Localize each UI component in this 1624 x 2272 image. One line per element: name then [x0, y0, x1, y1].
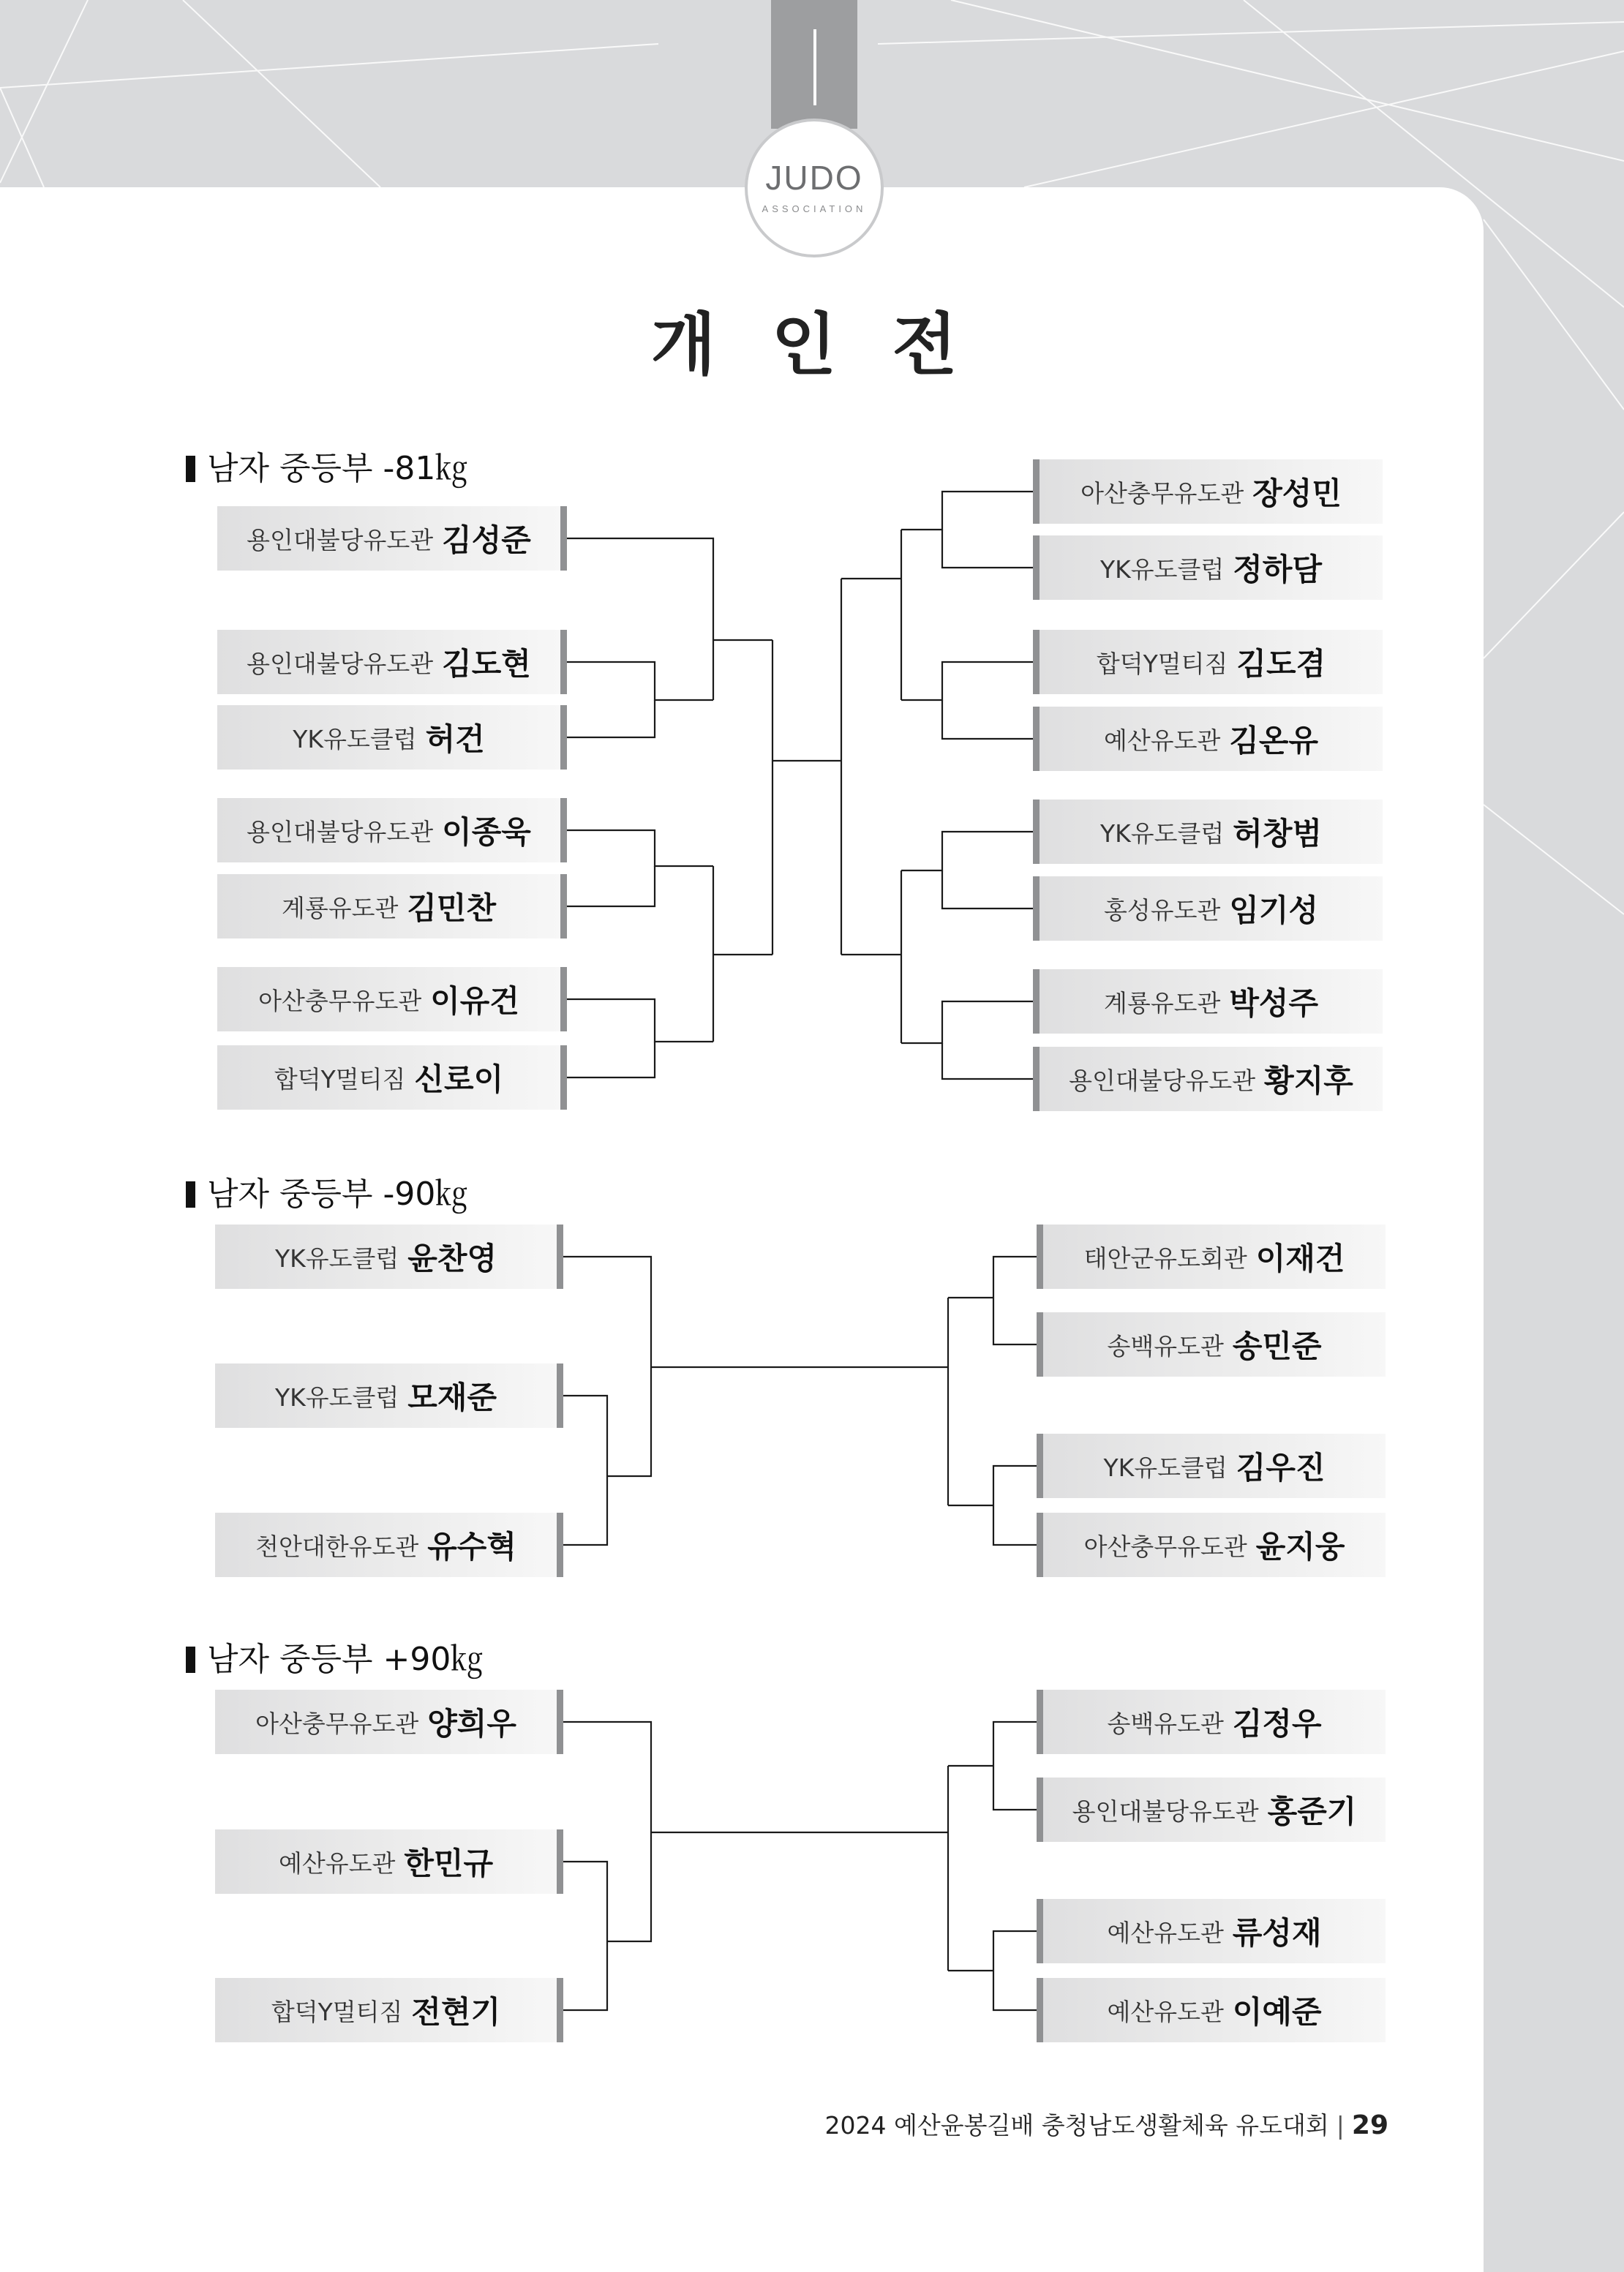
- player-box: [217, 967, 567, 1031]
- player-name: 장성민: [1252, 475, 1342, 511]
- player-name: 박성주: [1229, 985, 1319, 1021]
- club-name: YK유도클럽: [1103, 1453, 1228, 1482]
- player-box: [1033, 707, 1383, 771]
- club-name: 계룡유도관: [281, 893, 399, 922]
- player-name: 전현기: [411, 1994, 501, 2030]
- section-title-text: 남자 중등부 -81㎏: [207, 450, 468, 487]
- section-title-text: 남자 중등부 +90㎏: [207, 1641, 484, 1678]
- header-tab-line: [813, 29, 816, 105]
- player-box: [1037, 1978, 1386, 2042]
- player-name: 김성준: [442, 522, 531, 558]
- player-name: 윤지웅: [1255, 1529, 1345, 1565]
- player-name: 모재준: [407, 1380, 497, 1415]
- club-name: YK유도클럽: [274, 1383, 399, 1412]
- club-name: YK유도클럽: [274, 1244, 399, 1273]
- player-box: [215, 1978, 563, 2042]
- section-title-plus90kg: [186, 1633, 483, 1679]
- club-name: YK유도클럽: [1099, 554, 1225, 584]
- section-marker: [186, 1647, 195, 1673]
- club-name: 아산충무유도관: [258, 986, 422, 1015]
- player-box: [217, 874, 567, 938]
- player-box: [1037, 1312, 1386, 1377]
- player-box: [1033, 800, 1383, 864]
- player-box: [1037, 1778, 1386, 1842]
- section-marker: [186, 1181, 195, 1208]
- club-name: YK유도클럽: [293, 724, 417, 753]
- club-name: 홍성유도관: [1103, 895, 1221, 925]
- player-box: [1033, 969, 1383, 1034]
- player-name: 김도겸: [1236, 646, 1326, 682]
- club-name: 용인대불당유도관: [247, 525, 434, 554]
- club-name: 송백유도관: [1107, 1709, 1224, 1738]
- club-name: 태안군유도회관: [1083, 1244, 1247, 1273]
- player-name: 허건: [425, 721, 485, 757]
- player-box: [1037, 1513, 1386, 1577]
- club-name: 합덕Y멀티짐: [274, 1064, 406, 1094]
- club-name: 예산유도관: [1103, 726, 1221, 755]
- section-title-90kg: [186, 1167, 467, 1214]
- player-name: 김우진: [1236, 1450, 1326, 1486]
- player-name: 김도현: [442, 646, 531, 682]
- player-name: 김온유: [1229, 723, 1319, 759]
- club-name: 아산충무유도관: [255, 1709, 419, 1738]
- club-name: 합덕Y멀티짐: [1096, 649, 1228, 678]
- player-box: [1033, 876, 1383, 941]
- player-name: 송민준: [1232, 1328, 1322, 1364]
- player-name: 이재건: [1255, 1241, 1345, 1276]
- footer-event-name: 2024 예산윤봉길배 충청남도생활체육 유도대회: [824, 2111, 1329, 2140]
- player-box: [217, 1045, 567, 1110]
- section-marker: [186, 456, 195, 482]
- club-name: 예산유도관: [1107, 1918, 1224, 1947]
- player-box: [1037, 1899, 1386, 1963]
- club-name: 아산충무유도관: [1083, 1532, 1247, 1561]
- player-box: [215, 1690, 563, 1754]
- judo-association-logo: [745, 119, 884, 257]
- club-name: 예산유도관: [1107, 1997, 1224, 2026]
- section-title-text: 남자 중등부 -90㎏: [207, 1176, 468, 1213]
- player-name: 신로이: [414, 1061, 504, 1097]
- player-name: 김민찬: [407, 890, 497, 926]
- player-name: 류성재: [1232, 1915, 1322, 1951]
- player-box: [215, 1225, 563, 1289]
- player-box: [217, 630, 567, 694]
- player-box: [1033, 459, 1383, 524]
- club-name: 용인대불당유도관: [1069, 1066, 1256, 1095]
- club-name: 예산유도관: [278, 1848, 396, 1878]
- page-footer: [825, 2107, 1389, 2141]
- player-name: 김정우: [1232, 1706, 1322, 1742]
- page-number: 29: [1351, 2110, 1388, 2140]
- player-name: 양희우: [427, 1706, 516, 1742]
- club-name: 송백유도관: [1107, 1331, 1224, 1361]
- footer-separator: |: [1336, 2111, 1345, 2140]
- logo-sub-text: ASSOCIATION: [762, 203, 867, 214]
- player-name: 이유건: [430, 983, 519, 1019]
- club-name: 아산충무유도관: [1080, 478, 1244, 508]
- club-name: 용인대불당유도관: [247, 817, 434, 846]
- player-box: [1037, 1225, 1386, 1289]
- player-name: 황지후: [1264, 1063, 1353, 1099]
- player-box: [1037, 1690, 1386, 1754]
- player-box: [1037, 1434, 1386, 1498]
- player-box: [217, 798, 567, 862]
- page-title: 개 인 전: [650, 306, 974, 384]
- club-name: 계룡유도관: [1103, 988, 1221, 1017]
- player-name: 허창범: [1233, 816, 1323, 851]
- player-box: [217, 506, 567, 571]
- logo-main-text: JUDO: [765, 159, 863, 197]
- player-name: 홍준기: [1267, 1794, 1357, 1829]
- player-name: 임기성: [1229, 892, 1319, 928]
- player-name: 유수혁: [427, 1529, 516, 1565]
- player-box: [1033, 1047, 1383, 1111]
- player-box: [1033, 630, 1383, 694]
- club-name: 용인대불당유도관: [1072, 1797, 1259, 1826]
- player-box: [215, 1829, 563, 1894]
- player-name: 한민규: [404, 1846, 494, 1881]
- club-name: YK유도클럽: [1099, 819, 1225, 848]
- player-box: [217, 705, 567, 770]
- player-name: 이종욱: [442, 814, 531, 850]
- club-name: 천안대한유도관: [255, 1532, 419, 1561]
- player-box: [215, 1513, 563, 1577]
- player-name: 정하담: [1233, 552, 1323, 587]
- player-box: [1033, 535, 1383, 600]
- player-name: 이예준: [1232, 1994, 1322, 2030]
- player-name: 윤찬영: [407, 1241, 497, 1276]
- player-box: [215, 1363, 563, 1428]
- club-name: 용인대불당유도관: [247, 649, 434, 678]
- club-name: 합덕Y멀티짐: [271, 1997, 403, 2026]
- section-title-81kg: [186, 442, 467, 489]
